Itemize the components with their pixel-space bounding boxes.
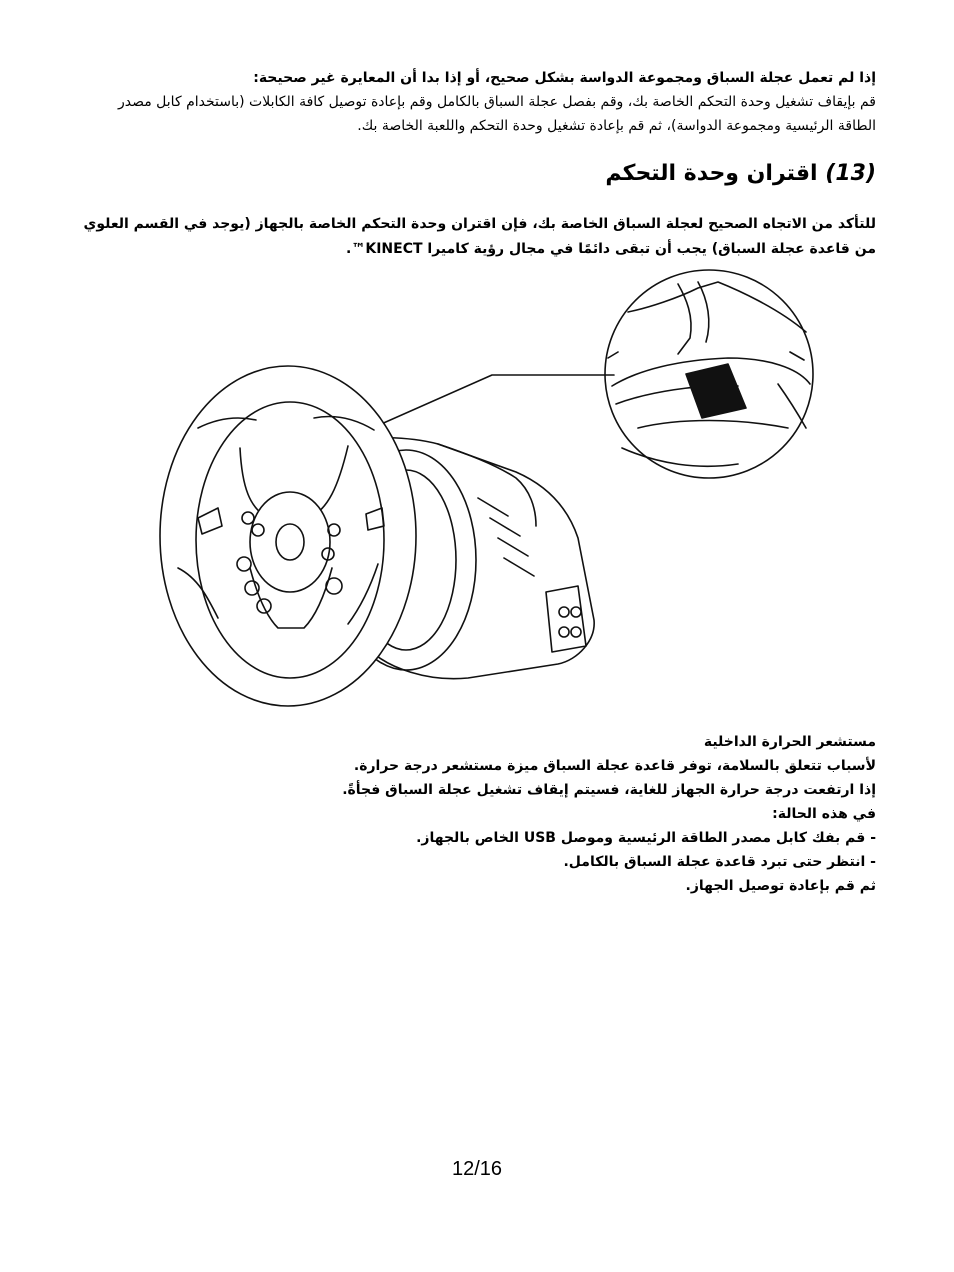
- racing-wheel-illustration: [138, 268, 823, 708]
- intro-body: قم بإيقاف تشغيل وحدة التحكم الخاصة بك، وقم بفصل عجلة السباق بالكامل وقم بإعادة توصيل كافة الكابلات (باستخدام كابل مصدر الطاقة الرئيسية ومجموعة الدواسة)، ثم قم بإعادة تشغيل وحدة التحكم واللعبة الخاصة بك.: [117, 94, 876, 134]
- thermal-line: لأسباب تتعلق بالسلامة، توفر قاعدة عجلة السباق ميزة مستشعر درجة حرارة.: [353, 758, 876, 774]
- section-heading: [605, 158, 876, 190]
- section-number: (13): [825, 161, 876, 186]
- steering-wheel: [160, 366, 416, 706]
- thermal-sensor-section: [256, 730, 876, 898]
- thermal-line: - انتظر حتى تبرد قاعدة عجلة السباق بالكامل.: [563, 854, 876, 870]
- button-panel: [546, 586, 586, 652]
- panel-button-icon: [559, 607, 569, 617]
- intro-bold-line: إذا لم تعمل عجلة السباق ومجموعة الدواسة بشكل صحيح، أو إذا بدا أن المعايرة غير صحيحة:: [253, 70, 876, 86]
- thermal-line: - قم بفك كابل مصدر الطاقة الرئيسية وموصل USB الخاص بالجهاز.: [416, 830, 876, 846]
- panel-button-icon: [571, 607, 581, 617]
- wheel-hub: [250, 492, 330, 592]
- section-title: اقتران وحدة التحكم: [605, 161, 818, 186]
- thermal-line: ثم قم بإعادة توصيل الجهاز.: [685, 878, 876, 894]
- panel-button-icon: [559, 627, 569, 637]
- thermal-line: إذا ارتفعت درجة حرارة الجهاز للغاية، فسيتم إيقاف تشغيل عجلة السباق فجأةً.: [342, 782, 876, 798]
- detail-magnifier: [605, 270, 813, 478]
- page-number: 12/16: [451, 1158, 503, 1180]
- thermal-line: في هذه الحالة:: [772, 806, 876, 822]
- thermal-title: مستشعر الحرارة الداخلية: [703, 734, 876, 750]
- panel-button-icon: [571, 627, 581, 637]
- intro-paragraph: [76, 66, 876, 138]
- section-paragraph: للتأكد من الاتجاه الصحيح لعجلة السباق الخاصة بك، فإن اقتران وحدة التحكم الخاصة بالجهاز (يوجد في القسم العلوي من قاعدة عجلة السباق) يجب أن تبقى دائمًا في مجال رؤية كاميرا KINECT™.: [83, 216, 876, 257]
